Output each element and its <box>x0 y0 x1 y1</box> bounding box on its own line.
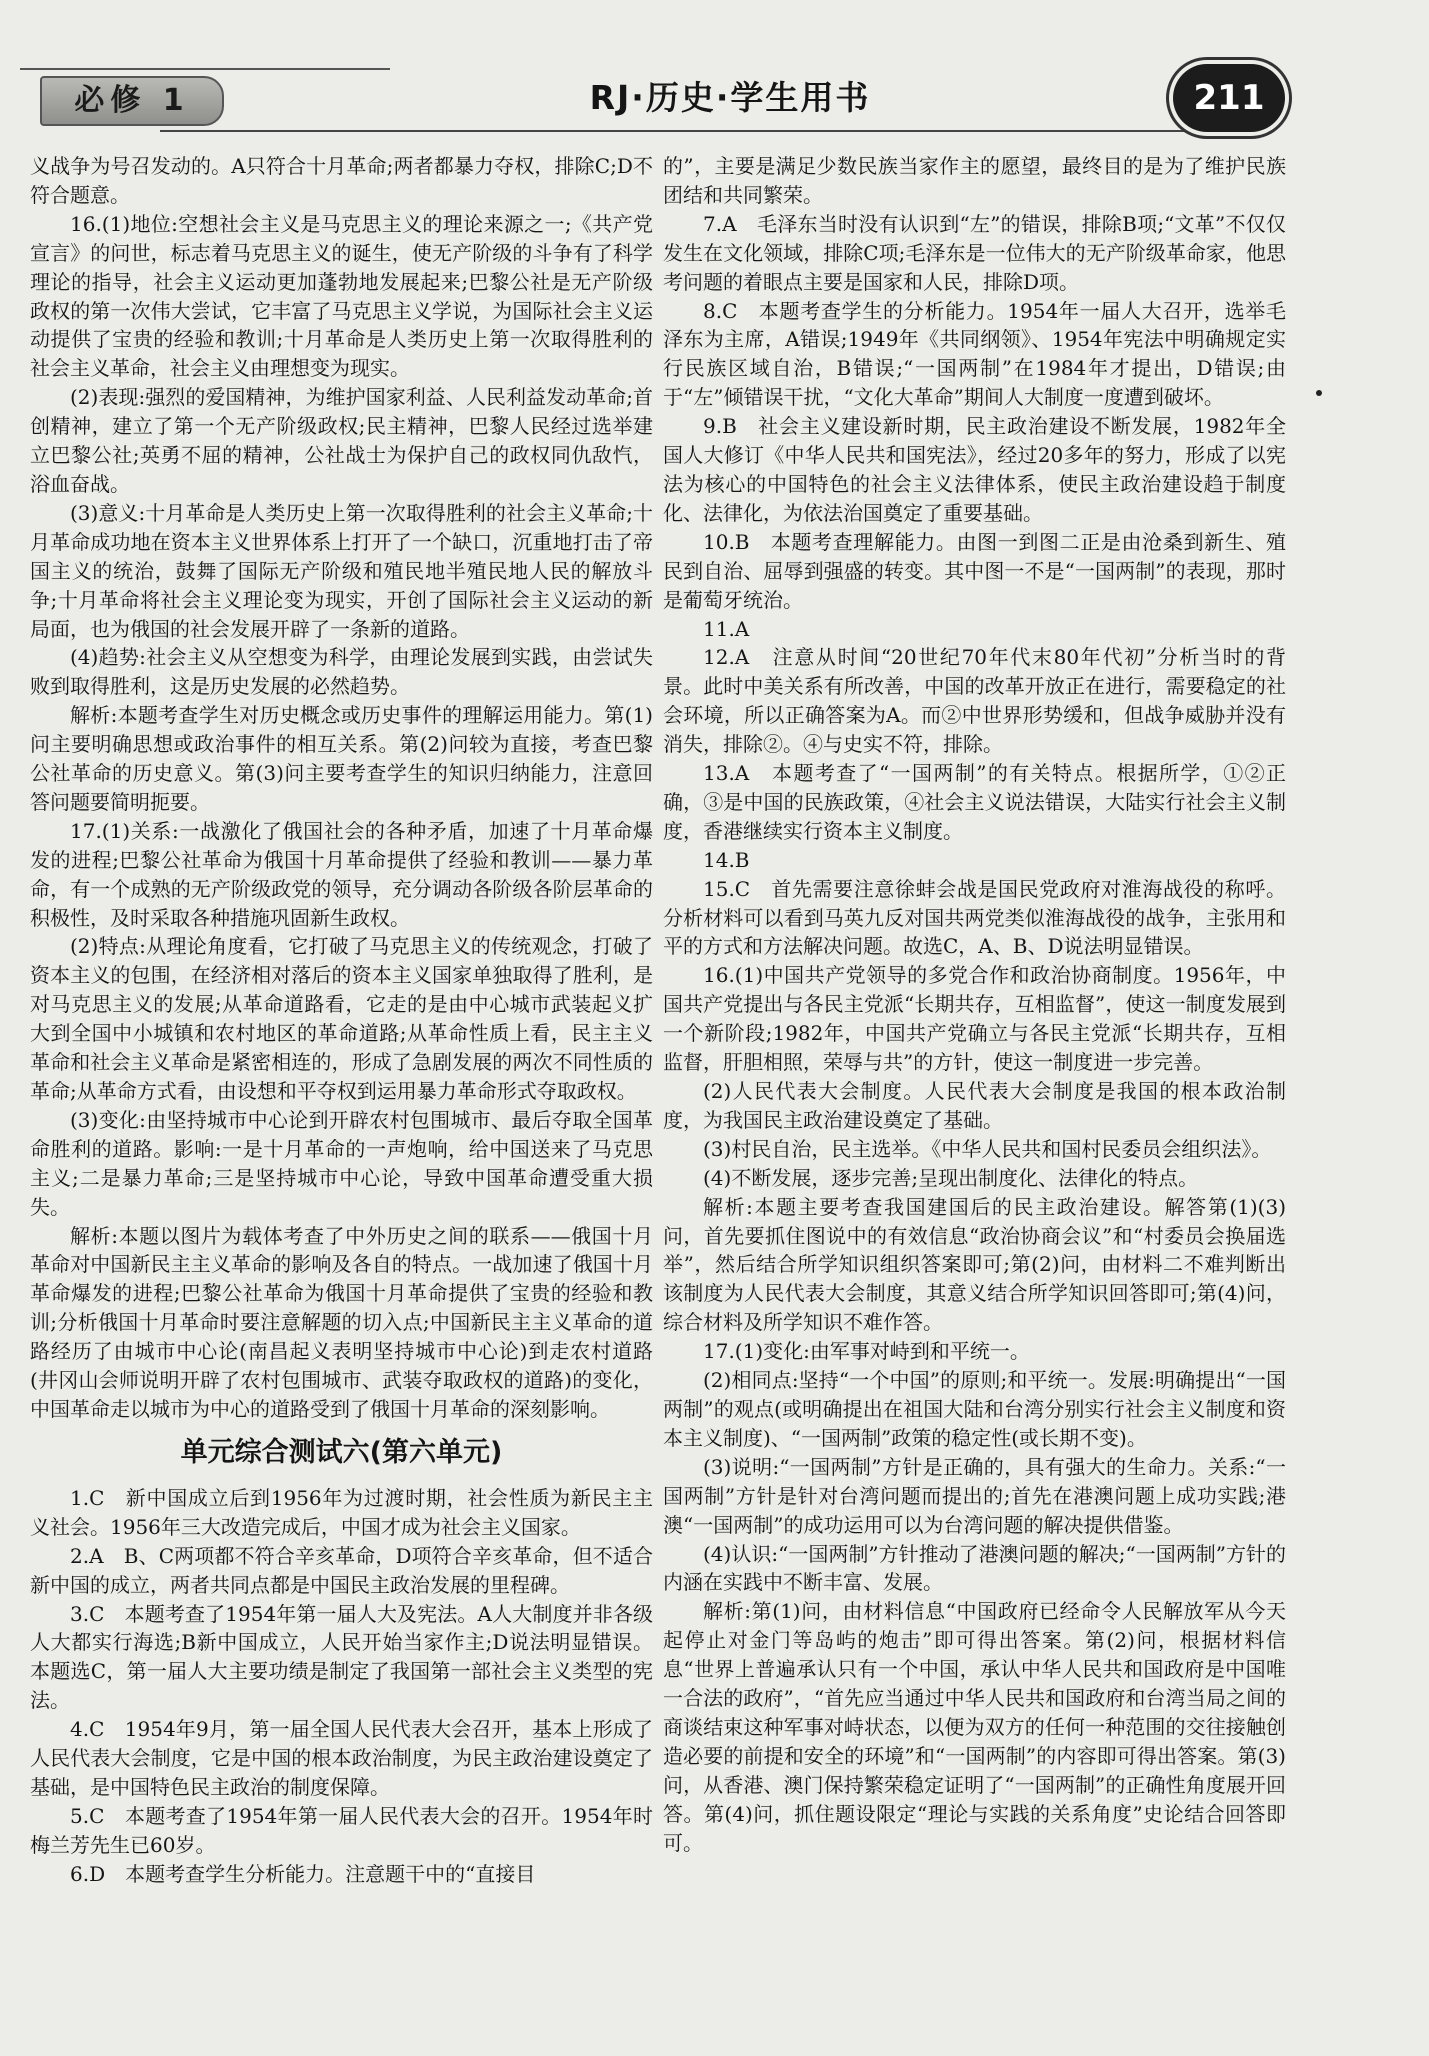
page-header <box>20 60 1380 130</box>
answer-paragraph: (2)人民代表大会制度。人民代表大会制度是我国的根本政治制度，为我国民主政治建设奠定了基础。 <box>663 1079 1286 1132</box>
answer-paragraph: 5.C 本题考查了1954年第一届人民代表大会的召开。1954年时梅兰芳先生已60岁。 <box>30 1803 653 1857</box>
answer-paragraph: (2)相同点:坚持“一个中国”的原则;和平统一。发展:明确提出“一国两制”的观点(或明确提出在祖国大陆和台湾分别实行社会主义制度和资本主义制度)、“一国两制”政策的稳定性(或长期不变)。 <box>663 1368 1286 1450</box>
page-number: 211 <box>1173 64 1285 132</box>
answer-paragraph: 义战争为号召发动的。A只符合十月革命;两者都暴力夺权，排除C;D不符合题意。 <box>30 154 653 207</box>
answer-paragraph: 7.A 毛泽东当时没有认识到“左”的错误，排除B项;“文革”不仅仅发生在文化领域，排除C项;毛泽东是一位伟大的无产阶级革命家，他思考问题的着眼点主要是国家和人民，排除D项。 <box>663 211 1286 294</box>
answer-paragraph: (4)不断发展，逐步完善;呈现出制度化、法律化的特点。 <box>703 1165 1199 1190</box>
answer-paragraph: (3)村民自治，民主选举。《中华人民共和国村民委员会组织法》。 <box>703 1136 1272 1161</box>
course-label: 必修 1 <box>40 76 224 126</box>
left-column <box>30 152 653 1889</box>
answer-paragraph: 12.A 注意从时间“20世纪70年代末80年代初”分析当时的背景。此时中美关系有所改善，中国的改革开放正在进行，需要稳定的社会环境，所以正确答案为A。而②中世界形势缓和，但战争威胁并没有消失，排除②。④与史实不符，排除。 <box>663 645 1286 757</box>
answer-paragraph: 2.A B、C两项都不符合辛亥革命，D项符合辛亥革命，但不适合新中国的成立，两者共同点都是中国民主政治发展的里程碑。 <box>30 1543 653 1597</box>
right-column <box>663 152 1286 1857</box>
answer-paragraph: 14.B <box>703 847 750 872</box>
answer-paragraph: 4.C 1954年9月，第一届全国人民代表大会召开，基本上形成了人民代表大会制度，它是中国的根本政治制度，为民主政治建设奠定了基础，是中国特色民主政治的制度保障。 <box>30 1717 653 1799</box>
answer-paragraph: 11.A <box>703 616 750 641</box>
answer-paragraph: 9.B 社会主义建设新时期，民主政治建设不断发展，1982年全国人大修订《中华人民共和国宪法》，经过20多年的努力，形成了以宪法为核心的中国特色的社会主义法律体系，使民主政治建设趋于制度化、法律化，为依法治国奠定了重要基础。 <box>663 414 1286 525</box>
answer-paragraph: 解析:第(1)问，由材料信息“中国政府已经命令人民解放军从今天起停止对金门等岛屿的炮击”即可得出答案。第(2)问，根据材料信息“世界上普遍承认只有一个中国，承认中华人民共和国政府是中国唯一合法的政府”，“首先应当通过中华人民共和国政府和台湾当局之间的商谈结束这种军事对峙状态，以便为双方的任何一种范围的交往接触创造必要的前提和安全的环境”和“一国两制”的内容即可得出答案。第(3)问，从香港、澳门保持繁荣稳定证明了“一国两制”的正确性角度展开回答。第(4)问，抓住题设限定“理论与实践的关系角度”史论结合回答即可。 <box>663 1599 1286 1855</box>
answer-paragraph: 17.(1)变化:由军事对峙到和平统一。 <box>703 1339 1030 1364</box>
answer-paragraph: (2)特点:从理论角度看，它打破了马克思主义的传统观念，打破了资本主义的包围，在经济相对落后的资本主义国家单独取得了胜利，是对马克思主义的发展;从革命道路看，它走的是由中心城市武装起义扩大到全国中小城镇和农村地区的革命道路;从革命性质上看，民主主义革命和社会主义革命是紧密相连的，形成了急剧发展的两次不同性质的革命;从革命方式看，由设想和平夺权到运用暴力革命形式夺取政权。 <box>30 934 653 1103</box>
answer-paragraph: 16.(1)地位:空想社会主义是马克思主义的理论来源之一;《共产党宣言》的问世，标志着马克思主义的诞生，使无产阶级的斗争有了科学理论的指导，社会主义运动更加蓬勃地发展起来;巴黎公社是无产阶级政权的第一次伟大尝试，它丰富了马克思主义学说，为国际社会主义运动提供了宝贵的经验和教训;十月革命是人类历史上第一次取得胜利的社会主义革命，社会主义由理想变为现实。 <box>30 211 653 381</box>
answer-paragraph: 1.C 新中国成立后到1956年为过渡时期，社会性质为新民主主义社会。1956年三大改造完成后，中国才成为社会主义国家。 <box>30 1485 653 1539</box>
header-left-rule <box>20 68 390 70</box>
answer-paragraph: 10.B 本题考查理解能力。由图一到图二正是由沧桑到新生、殖民到自治、屈辱到强盛的转变。其中图一不是“一国两制”的表现，那时是葡萄牙统治。 <box>663 529 1286 612</box>
answer-paragraph: 16.(1)中国共产党领导的多党合作和政治协商制度。1956年，中国共产党提出与各民主党派“长期共存，互相监督”，使这一制度发展到一个新阶段;1982年，中国共产党确立与各民主党派“长期共存，互相监督，肝胆相照，荣辱与共”的方针，使这一制度进一步完善。 <box>663 963 1286 1075</box>
answer-paragraph: (4)认识:“一国两制”方针推动了港澳问题的解决;“一国两制”方针的内涵在实践中不断丰富、发展。 <box>663 1541 1286 1595</box>
answer-paragraph: (3)意义:十月革命是人类历史上第一次取得胜利的社会主义革命;十月革命成功地在资本主义世界体系上打开了一个缺口，沉重地打击了帝国主义的统治，鼓舞了国际无产阶级和殖民地半殖民地人民的解放斗争;十月革命将社会主义理论变为现实，开创了国际社会主义运动的新局面，也为俄国的社会发展开辟了一条新的道路。 <box>30 500 653 641</box>
answer-paragraph: (3)变化:由坚持城市中心论到开辟农村包围城市、最后夺取全国革命胜利的道路。影响:一是十月革命的一声炮响，给中国送来了马克思主义;二是暴力革命;三是坚持城市中心论，导致中国革命遭受重大损失。 <box>30 1107 653 1219</box>
answer-paragraph: 解析:本题考查学生对历史概念或历史事件的理解运用能力。第(1)问主要明确思想或政治事件的相互关系。第(2)问较为直接，考查巴黎公社革命的历史意义。第(3)问主要考查学生的知识归纳能力，注意回答问题要简明扼要。 <box>30 703 653 814</box>
left-answers <box>30 152 653 1424</box>
answer-paragraph: 13.A 本题考查了“一国两制”的有关特点。根据所学，①②正确，③是中国的民族政策，④社会主义说法错误，大陆实行社会主义制度，香港继续实行资本主义制度。 <box>663 761 1286 843</box>
book-title: RJ·历史·学生用书 <box>589 78 871 117</box>
answer-paragraph: 解析:本题主要考查我国建国后的民主政治建设。解答第(1)(3)问，首先要抓住图说中的有效信息“政治协商会议”和“村委员会换届选举”，然后结合所学知识组织答案即可;第(2)问，由材料二不难判断出该制度为人民代表大会制度，其意义结合所学知识回答即可;第(4)问，综合材料及所学知识不难作答。 <box>663 1194 1286 1335</box>
header-right-rule <box>160 130 1260 132</box>
right-answers <box>663 152 1286 1857</box>
section-title: 单元综合测试六(第六单元) <box>180 1436 503 1468</box>
answer-paragraph: 解析:本题以图片为载体考查了中外历史之间的联系——俄国十月革命对中国新民主主义革命的影响及各自的特点。一战加速了俄国十月革命爆发的进程;巴黎公社革命为俄国十月革命提供了宝贵的经验和教训;分析俄国十月革命时要注意解题的切入点;中国新民主主义革命的道路经历了由城市中心论(南昌起义表明坚持城市中心论)到走农村道路(井冈山会师说明开辟了农村包围城市、武装夺取政权的道路)的变化，中国革命走以城市为中心的道路受到了俄国十月革命的深刻影响。 <box>30 1223 653 1421</box>
answer-paragraph: 8.C 本题考查学生的分析能力。1954年一届人大召开，选举毛泽东为主席，A错误;1949年《共同纲领》、1954年宪法中明确规定实行民族区域自治，B错误;“一国两制”在1984年才提出，D错误;由于“左”倾错误干扰，“文化大革命”期间人大制度一度遭到破坏。 <box>663 298 1286 410</box>
answer-paragraph: (2)表现:强烈的爱国精神，为维护国家利益、人民利益发动革命;首创精神，建立了第一个无产阶级政权;民主精神，巴黎人民经过选举建立巴黎公社;英勇不屈的精神，公社战士为保护自己的政权同仇敌忾，浴血奋战。 <box>30 385 653 496</box>
speck <box>1316 390 1322 396</box>
answer-paragraph: 的”，主要是满足少数民族当家作主的愿望，最终目的是为了维护民族团结和共同繁荣。 <box>663 154 1286 207</box>
answer-paragraph: 15.C 首先需要注意徐蚌会战是国民党政府对淮海战役的称呼。分析材料可以看到马英九反对国共两党类似淮海战役的战争，主张用和平的方式和方法解决问题。故选C，A、B、D说法明显错误。 <box>663 876 1286 959</box>
left-answers-unit6 <box>30 1484 653 1889</box>
answer-paragraph: 17.(1)关系:一战激化了俄国社会的各种矛盾，加速了十月革命爆发的进程;巴黎公社革命为俄国十月革命提供了经验和教训——暴力革命，有一个成熟的无产阶级政党的领导，充分调动各阶级各阶层革命的积极性，及时采取各种措施巩固新生政权。 <box>30 818 653 930</box>
answer-paragraph: 6.D 本题考查学生分析能力。注意题干中的“直接目 <box>70 1861 536 1886</box>
answer-paragraph: (3)说明:“一国两制”方针是正确的，具有强大的生命力。关系:“一国两制”方针是针对台湾问题而提出的;首先在港澳问题上成功实践;港澳“一国两制”的成功运用可以为台湾问题的解决提供借鉴。 <box>663 1454 1286 1537</box>
answer-paragraph: (4)趋势:社会主义从空想变为科学，由理论发展到实践，由尝试失败到取得胜利，这是历史发展的必然趋势。 <box>30 645 653 699</box>
answer-paragraph: 3.C 本题考查了1954年第一届人大及宪法。A人大制度并非各级人大都实行海选;B新中国成立，人民开始当家作主;D说法明显错误。本题选C，第一届人大主要功绩是制定了我国第一部社会主义类型的宪法。 <box>30 1601 653 1713</box>
